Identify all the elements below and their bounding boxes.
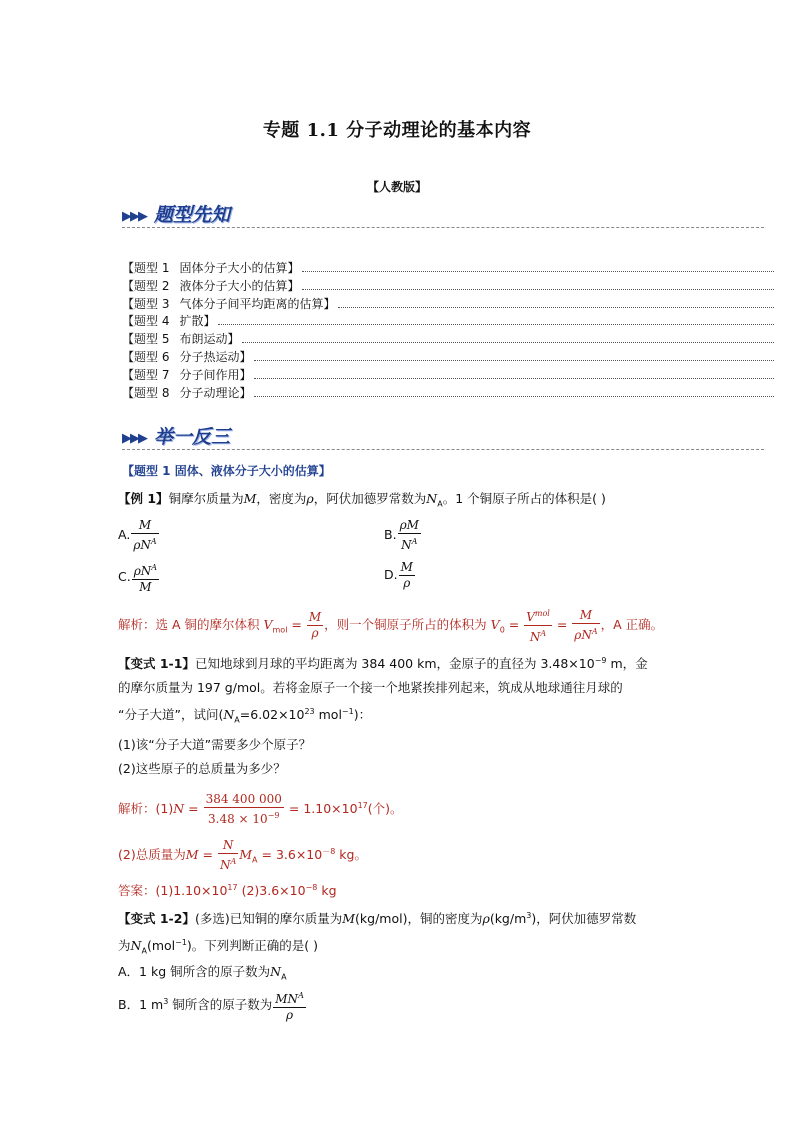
triple-arrow-icon: ▶▶▶	[122, 431, 146, 446]
topic-heading: 【题型 1 固体、液体分子大小的估算】	[122, 464, 331, 478]
dot-leader	[254, 360, 774, 361]
variant-1-1-answer: 答案：$(1)1.10\times 10^{17}$ $(2)3.6\times 10^{-8}$ kg	[118, 883, 337, 899]
variant-1-2-question: 【变式 1-2】(多选)已知铜的摩尔质量为M(kg/mol)，铜的密度为$\rho(kg/m^3)$，阿伏加德罗常数 为$N_A(mol^{-1})$。下列判断正确的是( )	[118, 911, 637, 956]
dot-leader	[338, 307, 774, 308]
section-title: 题型先知	[154, 204, 231, 226]
toc-item[interactable]: 【题型 2 液体分子大小的估算】	[122, 278, 774, 296]
dot-leader	[302, 289, 774, 290]
option-a[interactable]: A．1 kg 铜所含的原子数为$N_A$	[118, 964, 287, 982]
toc-item[interactable]: 【题型 7 分子间作用】	[122, 367, 774, 385]
section-banner-preview	[122, 200, 764, 228]
page-title: 专题 1.1 分子动理论的基本内容	[262, 120, 532, 141]
dot-leader	[218, 324, 774, 325]
option-c[interactable]: C. $\frac{\rho N^A}{M}$	[118, 560, 160, 595]
dot-leader	[242, 342, 774, 343]
toc-item[interactable]: 【题型 6 分子热运动】	[122, 349, 774, 367]
variant-1-1-solution-1: 解析：(1)N = $\frac{384 400 000}{3.48 \times 10^{-9}}$ = $1.10\times 10^{17}$(个)。	[118, 792, 403, 826]
option-a[interactable]: A. $\frac{M}{\rho N^A}$	[118, 518, 157, 552]
dashed-divider	[122, 227, 764, 228]
dashed-divider	[122, 449, 764, 450]
toc-item[interactable]: 【题型 8 分子动理论】	[122, 385, 774, 403]
section-banner-practice	[122, 422, 764, 450]
table-of-contents	[122, 260, 774, 402]
variant-1-1-question: 【变式 1-1】已知地球到月球的平均距离为 384 400 km，金原子的直径为 $3.48\times 10^{-9}$ m，金 的摩尔质量为 197 g/mol。若将金原子一个接一个地紧挨排列起来，筑成从地球通往月球的 “分子大道”，试问($N_A=6.02\times 10^{23}$ mol$^{-1}$)： (1)该“分子大道”需要多少个原子？ (2)这些原子的总质量为多少？	[118, 656, 648, 776]
toc-item[interactable]: 【题型 1 固体分子大小的估算】	[122, 260, 774, 278]
option-b[interactable]: B．1 $m^3$ 铜所含的原子数为 $\frac{MN^A}{\rho}$	[118, 988, 307, 1023]
variant-1-1-solution-2: (2)总质量为M = $\frac{N}{N^A}$ $M_A = 3.6\times 10^{-8}$ kg。	[118, 838, 367, 872]
option-b[interactable]: B. $\frac{\rho M}{N^A}$	[384, 518, 419, 552]
example-1-analysis: 解析：选 A 铜的摩尔体积 $V_{mol}$ = $\frac{M}{\rho}$ ，则一个铜原子所占的体积为 $V_0$ = $\frac{V^{mol}}{N^A}$ = $\frac{M}{\rho N^A}$ ，A 正确。	[118, 608, 664, 644]
dot-leader	[254, 396, 774, 397]
section-title: 举一反三	[154, 426, 231, 448]
dot-leader	[302, 271, 774, 272]
example-1-question: 【例 1】铜摩尔质量为M，密度为ρ，阿伏加德罗常数为$N_A$。1 个铜原子所占的体积是( )	[118, 491, 606, 509]
triple-arrow-icon: ▶▶▶	[122, 209, 146, 224]
toc-item[interactable]: 【题型 5 布朗运动】	[122, 331, 774, 349]
toc-item[interactable]: 【题型 3 气体分子间平均距离的估算】	[122, 296, 774, 314]
dot-leader	[254, 378, 774, 379]
edition-label: 【人教版】	[366, 180, 427, 194]
toc-item[interactable]: 【题型 4 扩散】	[122, 313, 774, 331]
option-d[interactable]: D. $\frac{M}{\rho}$	[384, 560, 413, 590]
